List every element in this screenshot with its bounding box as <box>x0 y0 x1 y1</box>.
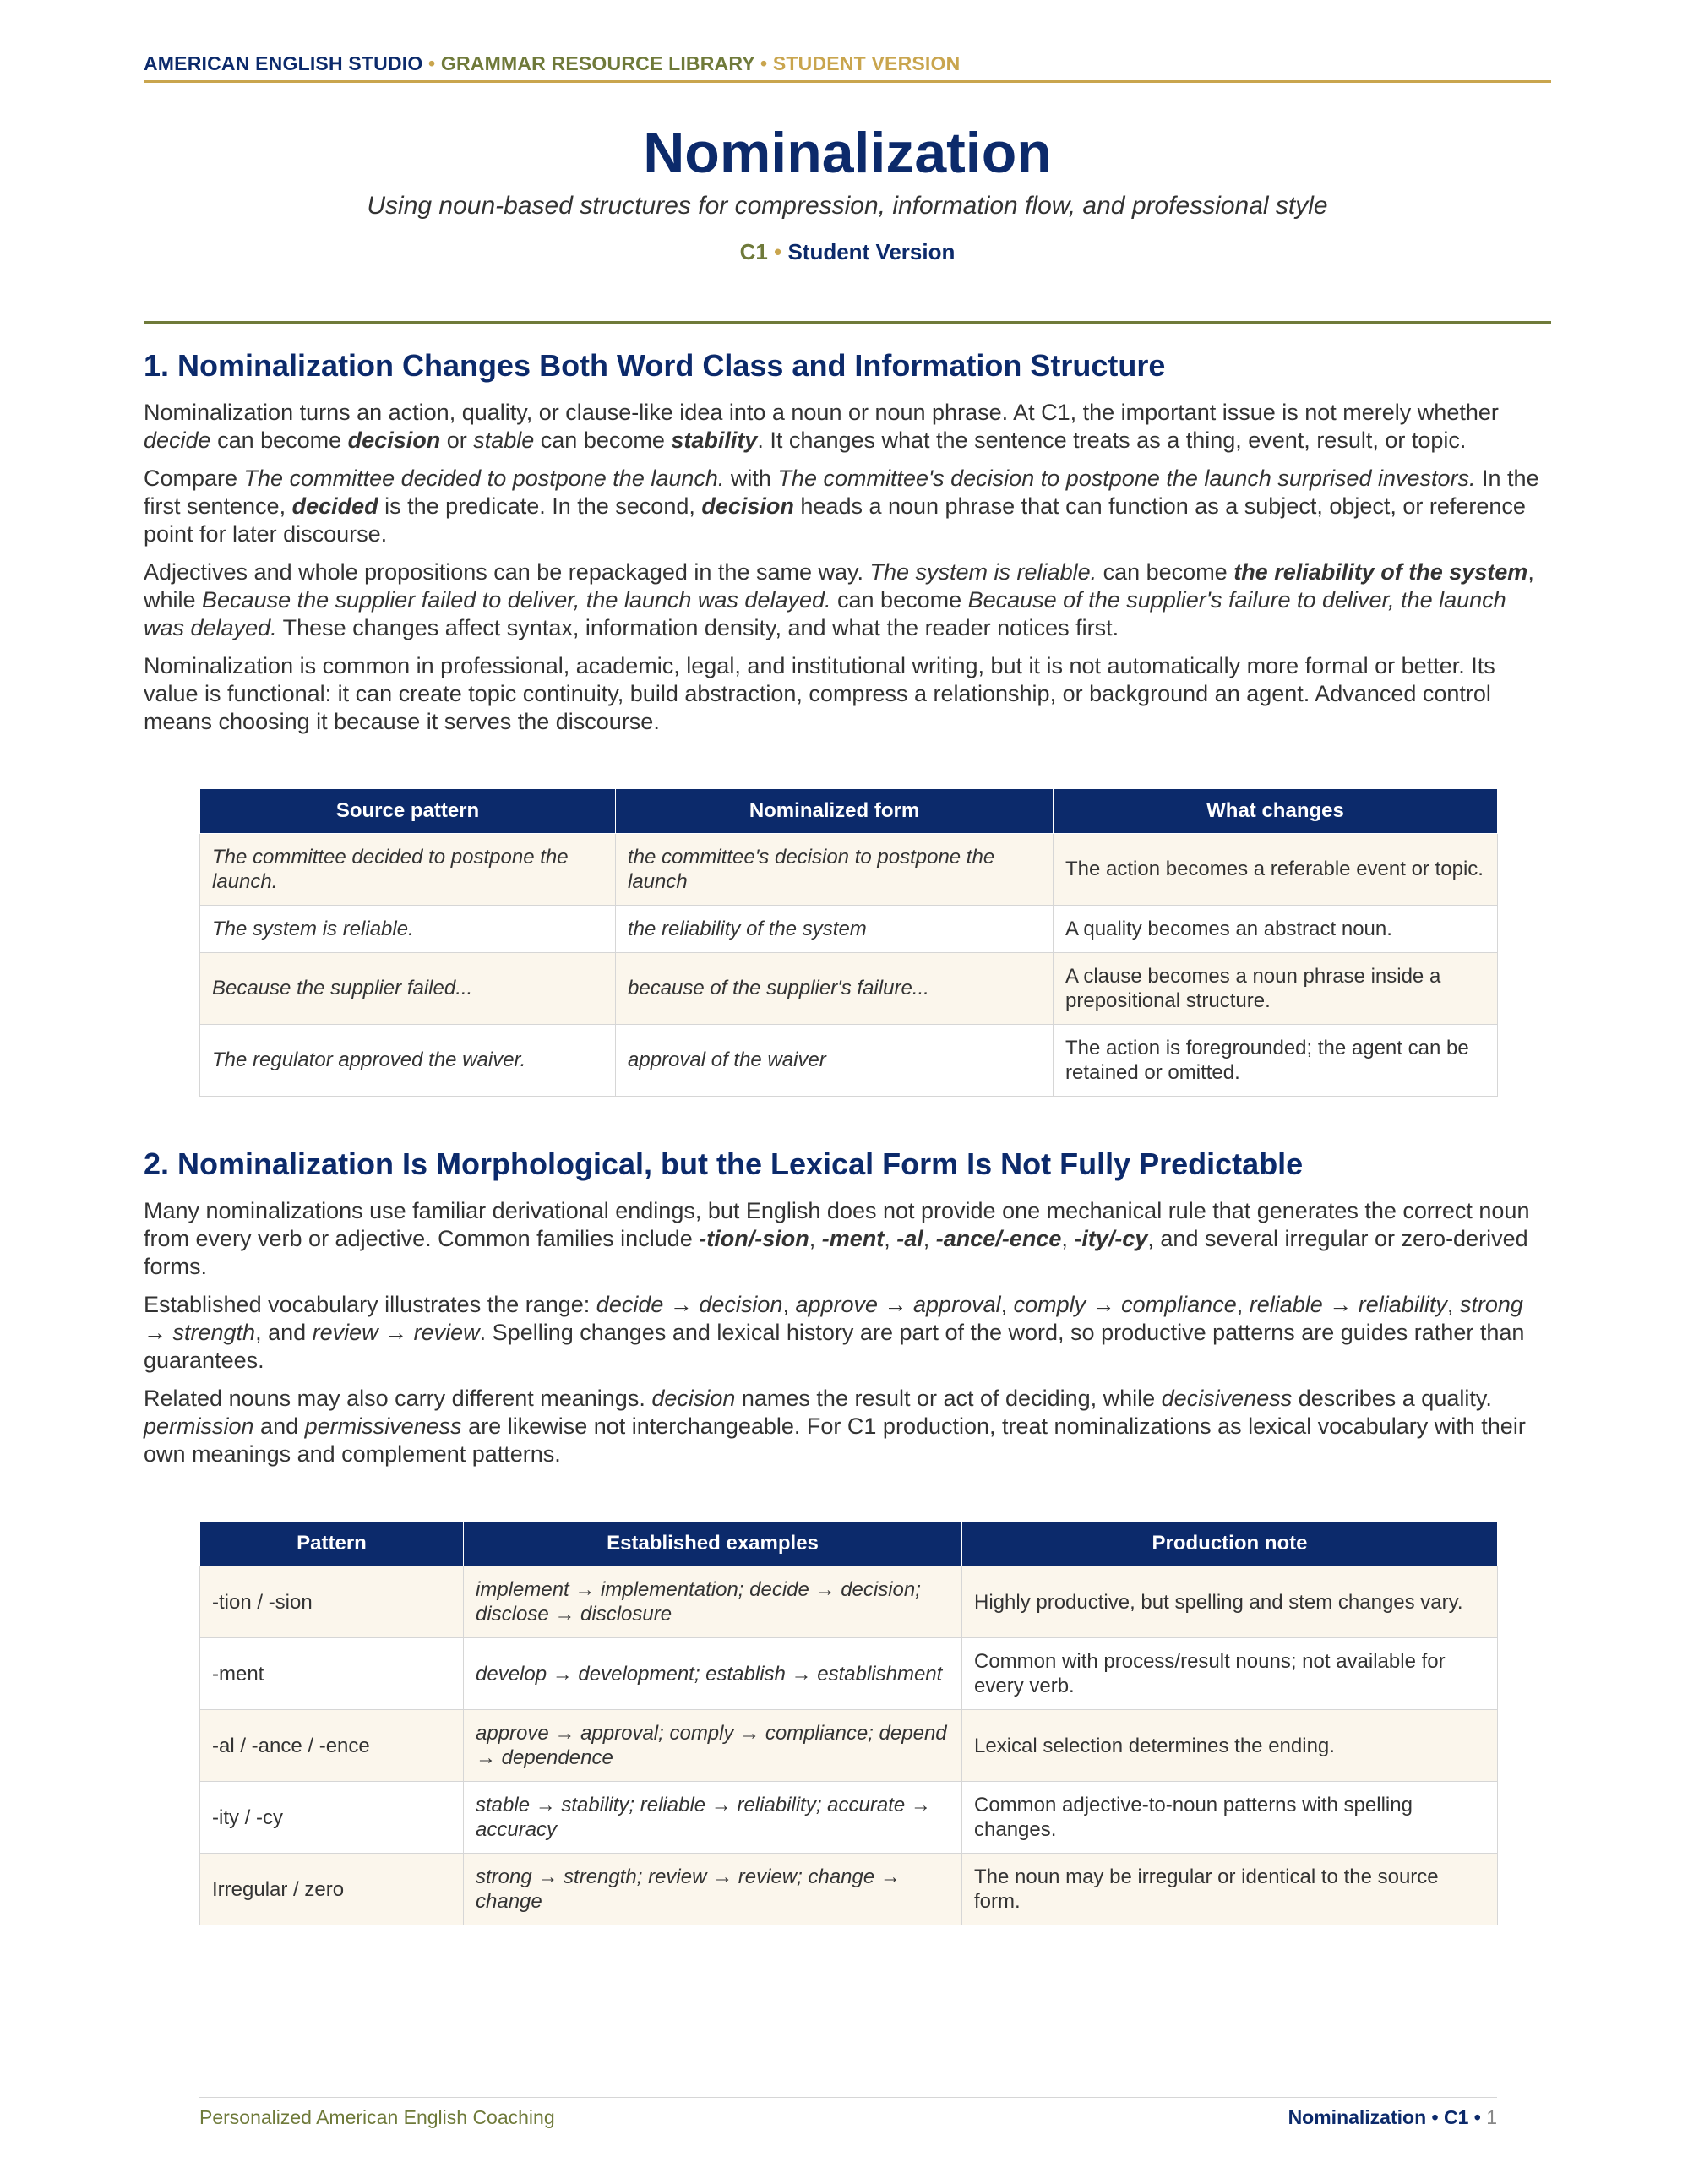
table-row <box>200 1710 1498 1782</box>
table-cell: The regulator approved the waiver. <box>200 1024 616 1096</box>
table-cell: Irregular / zero <box>200 1854 464 1925</box>
section-2-paragraph-2: Established vocabulary illustrates the range: decide → decision, approve → approval, comply → compliance, reliable → reliability, strong → strength, and review → review. Spelling changes and lexical history are part of the word, so productive patterns are guides rather than guarantees. <box>144 1292 1525 1374</box>
section-1-heading: 1. Nominalization Changes Both Word Class and Information Structure <box>144 347 1166 383</box>
version-label: STUDENT VERSION <box>772 52 961 74</box>
level-separator: • <box>774 238 782 264</box>
section-1-paragraph-3: Adjectives and whole propositions can be repackaged in the same way. The system is reliable. can become the reliability of the system, while Because the supplier failed to deliver, the launch was delayed. can become Because of the supplier's failure to deliver, the launch was delayed. These changes affect syntax, information density, and what the reader notices first. <box>144 558 1534 640</box>
table-cell: Common adjective-to-noun patterns with spelling changes. <box>962 1782 1498 1854</box>
table-row <box>200 1638 1498 1710</box>
level-code: C1 <box>739 238 768 264</box>
table-cell: -tion / -sion <box>200 1566 464 1638</box>
table-cell: approval of the waiver <box>616 1024 1054 1096</box>
section-1-paragraph-4: Nominalization is common in professional, academic, legal, and institutional writing, but it is not automatically more formal or better. Its value is functional: it can create topic continuity, build abstraction, compress a relationship, or background an agent. Advanced control means choosing it because it serves the discourse. <box>144 652 1495 734</box>
page-number: 1 <box>1486 2106 1497 2128</box>
section-2-paragraph-3: Related nouns may also carry different meanings. decision names the result or act of deciding, while decisiveness describes a quality. permission and permissiveness are likewise not interchangeable. For C1 production, treat nominalizations as lexical vocabulary with their own meanings and complement patterns. <box>144 1386 1526 1468</box>
table-cell: strong → strength; review → review; change → change <box>464 1854 962 1925</box>
page-subtitle: Using noun-based structures for compression, information flow, and professional style <box>367 191 1328 220</box>
table-cell: develop → development; establish → establishment <box>464 1638 962 1710</box>
table-header-row <box>200 788 1498 833</box>
table-cell: Highly productive, but spelling and stem changes vary. <box>962 1566 1498 1638</box>
table-cell: Common with process/result nouns; not available for every verb. <box>962 1638 1498 1710</box>
table-row <box>200 952 1498 1024</box>
table-row <box>200 1024 1498 1096</box>
brand-name: AMERICAN ENGLISH STUDIO <box>144 52 423 74</box>
table-cell: Lexical selection determines the ending. <box>962 1710 1498 1782</box>
table-cell: because of the supplier's failure... <box>616 952 1054 1024</box>
table-cell: The system is reliable. <box>200 905 616 952</box>
nominalization-patterns-table <box>199 1521 1498 1925</box>
level-line <box>144 239 1551 265</box>
table-cell: the reliability of the system <box>616 905 1054 952</box>
table-cell: The committee decided to postpone the launch. <box>200 833 616 905</box>
column-header: Nominalized form <box>616 788 1054 833</box>
nominalization-examples-table <box>199 788 1498 1097</box>
table-cell: A clause becomes a noun phrase inside a prepositional structure. <box>1054 952 1498 1024</box>
table-row <box>200 833 1498 905</box>
table-cell: The action becomes a referable event or topic. <box>1054 833 1498 905</box>
running-header <box>144 52 1551 83</box>
table-cell: Because the supplier failed... <box>200 952 616 1024</box>
column-header: Established examples <box>464 1522 962 1566</box>
table-row <box>200 1854 1498 1925</box>
table-cell: -al / -ance / -ence <box>200 1710 464 1782</box>
title-block <box>144 122 1551 265</box>
page-footer <box>199 2097 1497 2129</box>
table-row <box>200 905 1498 952</box>
column-header: What changes <box>1054 788 1498 833</box>
header-separator: • <box>428 52 436 74</box>
header-separator: • <box>760 52 768 74</box>
table-cell: implement → implementation; decide → decision; disclose → disclosure <box>464 1566 962 1638</box>
section-2-paragraph-1: Many nominalizations use familiar derivational endings, but English does not provide one mechanical rule that generates the correct noun from every verb or adjective. Common families include -tion/-sion, -ment, -al, -ance/-ence, -ity/-cy, and several irregular or zero-derived forms. <box>144 1198 1530 1280</box>
library-name: GRAMMAR RESOURCE LIBRARY <box>440 52 755 74</box>
table-cell: approve → approval; comply → compliance; depend → dependence <box>464 1710 962 1782</box>
table-cell: stable → stability; reliable → reliability; accurate → accuracy <box>464 1782 962 1854</box>
page <box>144 52 1551 1925</box>
title-divider <box>144 321 1551 324</box>
table-row <box>200 1782 1498 1854</box>
table-cell: -ity / -cy <box>200 1782 464 1854</box>
section-1-paragraph-2: Compare The committee decided to postpone the launch. with The committee's decision to postpone the launch surprised investors. In the first sentence, decided is the predicate. In the second, decision heads a noun phrase that can function as a subject, object, or reference point for later discourse. <box>144 465 1539 547</box>
table-cell: the committee's decision to postpone the launch <box>616 833 1054 905</box>
table-cell: A quality becomes an abstract noun. <box>1054 905 1498 952</box>
footer-left-text: Personalized American English Coaching <box>199 2106 555 2128</box>
column-header: Source pattern <box>200 788 616 833</box>
table-header-row <box>200 1522 1498 1566</box>
section-2-heading: 2. Nominalization Is Morphological, but the Lexical Form Is Not Fully Predictable <box>144 1146 1304 1181</box>
table-cell: The action is foregrounded; the agent can be retained or omitted. <box>1054 1024 1498 1096</box>
level-version: Student Version <box>787 238 956 264</box>
section-1-paragraph-1: Nominalization turns an action, quality, or clause-like idea into a noun or noun phrase. At C1, the important issue is not merely whether decide can become decision or stable can become stability. It changes what the sentence treats as a thing, event, result, or topic. <box>144 399 1499 453</box>
table-cell: The noun may be irregular or identical to the source form. <box>962 1854 1498 1925</box>
footer-right-text: Nominalization • C1 • 1 <box>1288 2106 1497 2128</box>
column-header: Production note <box>962 1522 1498 1566</box>
column-header: Pattern <box>200 1522 464 1566</box>
table-cell: -ment <box>200 1638 464 1710</box>
table-row <box>200 1566 1498 1638</box>
page-title: Nominalization <box>643 121 1052 185</box>
